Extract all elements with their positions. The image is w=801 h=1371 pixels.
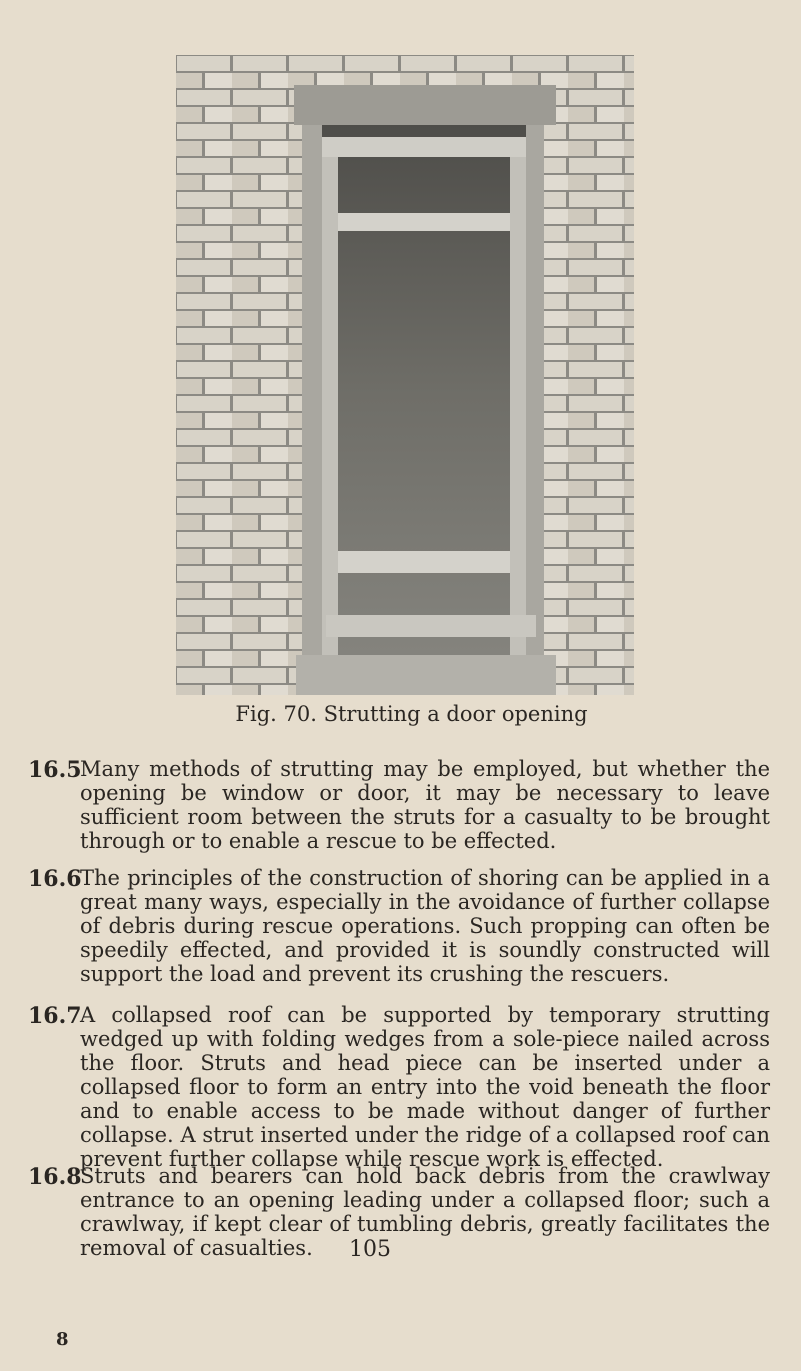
door-strutting-photo	[176, 55, 634, 695]
paragraph-number: 16.7	[28, 1003, 82, 1029]
right-vertical-strut	[510, 155, 526, 655]
paragraph-number: 16.5	[28, 757, 82, 783]
figure-caption: Fig. 70. Strutting a door opening	[235, 702, 588, 726]
left-vertical-strut	[322, 155, 338, 655]
corner-mark: 8	[56, 1329, 69, 1350]
page-number: 105	[349, 1237, 391, 1262]
floor	[296, 655, 556, 695]
sole-piece	[326, 615, 536, 637]
lintel	[294, 85, 556, 125]
left-door-frame	[302, 125, 322, 670]
paragraph-text: Struts and bearers can hold back debris from the crawlway entrance to an opening leading under a collapsed floor; such a crawlway, if kept clear of tumbling debris, greatly facilitates the removal of casualties.	[80, 1164, 770, 1260]
upper-strut	[338, 213, 510, 231]
paragraph-number: 16.6	[28, 866, 82, 892]
paragraph-text: Many methods of strutting may be employed, but whether the opening be window or door, it may be necessary to leave sufficient room between the struts for a casualty to be brought through or to enable a rescue to be effected.	[80, 757, 770, 853]
paragraph-text: The principles of the construction of shoring can be applied in a great many ways, especially in the avoidance of further collapse of debris during rescue operations. Such propping can often be speedily effected, and provided it is soundly constructed will support the load and prevent its crushing the rescuers.	[80, 866, 770, 986]
paragraph-number: 16.8	[28, 1164, 82, 1190]
photo-drawing	[176, 55, 634, 695]
door-opening	[316, 125, 536, 665]
right-door-frame	[526, 125, 544, 670]
paragraph-text: A collapsed roof can be supported by temporary strutting wedged up with folding wedges from a sole-piece nailed across the floor. Struts and head piece can be inserted under a collapsed floor to form an entry into the void beneath the floor and to enable access to be made without danger of further collapse. A strut inserted under the ridge of a collapsed roof can prevent further collapse while rescue work is effected.	[80, 1003, 770, 1171]
lower-strut	[338, 551, 510, 573]
head-piece	[322, 137, 526, 157]
